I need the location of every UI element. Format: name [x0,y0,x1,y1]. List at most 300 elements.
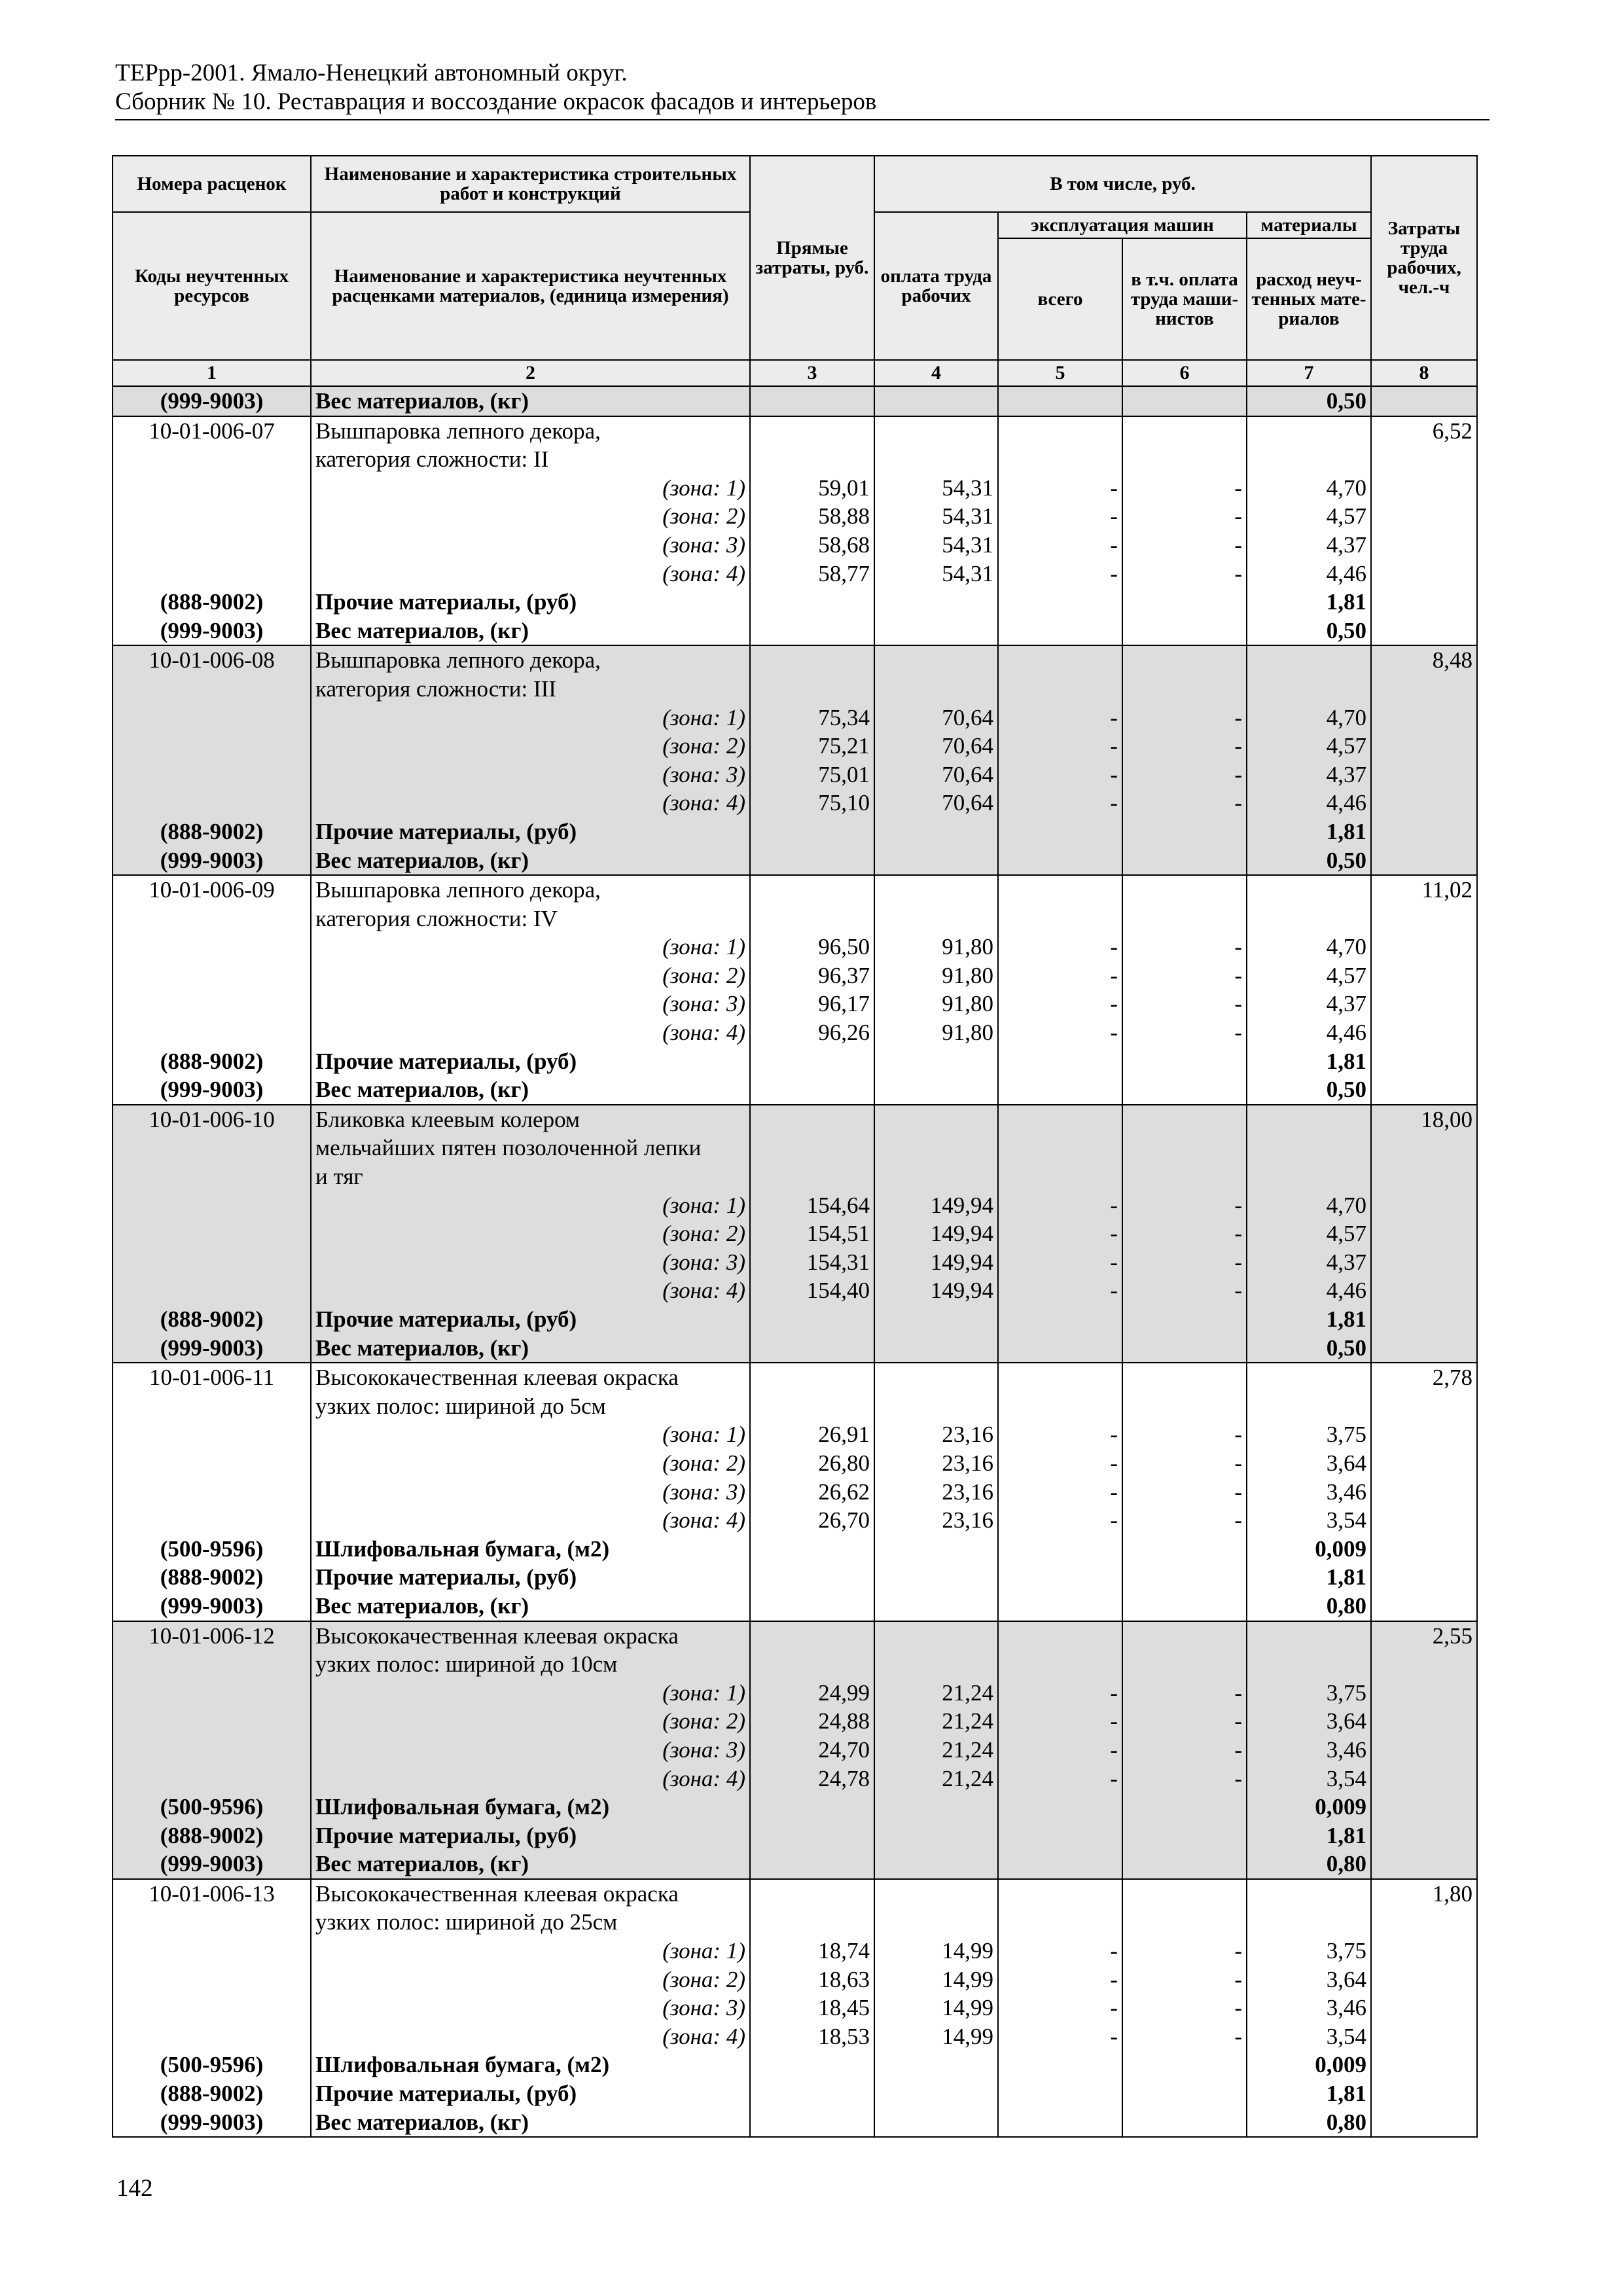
value-cell-c5: - [998,1018,1122,1047]
value-cell-c7: 4,37 [1247,990,1371,1018]
value-cell-c3 [750,1535,874,1564]
header-material-name: Наименование и характеристика неучтенных расценками материалов, (единица измерения) [311,212,750,360]
value-cell-c6 [1122,416,1247,446]
value-cell-c3 [750,675,874,704]
value-cell-c4: 149,94 [874,1191,998,1220]
table-row [113,2022,1477,2051]
value-cell-c4 [874,386,998,416]
table-row [113,817,1477,846]
value-cell-c6: - [1122,1219,1247,1248]
value-cell-c8 [1371,1420,1477,1449]
value-cell-c6 [1122,1793,1247,1821]
value-cell-c5: - [998,1248,1122,1277]
header-title-line1: ТЕРрр-2001. Ямало-Ненецкий автономный округ. [115,60,628,86]
value-cell-c5: - [998,1449,1122,1478]
value-cell-c3 [750,416,874,446]
value-cell-c4 [874,1162,998,1191]
value-cell-c8 [1371,732,1477,761]
rate-code-cell [113,761,311,789]
page-number: 142 [116,2175,153,2202]
table-row [113,560,1477,588]
value-cell-c8 [1371,761,1477,789]
value-cell-c5: - [998,1219,1122,1248]
rate-code-cell [113,1191,311,1220]
rate-code-cell [113,1679,311,1708]
value-cell-c3 [750,2108,874,2138]
value-cell-c7: 1,81 [1247,1305,1371,1334]
zone-label-cell: (зона: 4) [311,560,750,588]
table-row [113,1506,1477,1535]
value-cell-c7 [1247,1908,1371,1937]
value-cell-c8: 11,02 [1371,875,1477,905]
rate-code-cell: (888-9002) [113,1047,311,1076]
table-row [113,502,1477,531]
rate-code-cell [113,1134,311,1162]
value-cell-c3: 24,88 [750,1707,874,1736]
rate-code-cell [113,560,311,588]
value-cell-c7: 4,57 [1247,732,1371,761]
value-cell-c7: 1,81 [1247,817,1371,846]
value-cell-c8 [1371,1134,1477,1162]
value-cell-c6 [1122,675,1247,704]
table-row [113,704,1477,732]
value-cell-c5 [998,416,1122,446]
value-cell-c5 [998,1592,1122,1621]
value-cell-c7: 3,54 [1247,1506,1371,1535]
value-cell-c6 [1122,386,1247,416]
value-cell-c4 [874,1363,998,1392]
value-cell-c5 [998,1075,1122,1105]
header-direct-costs: Прямые затраты, руб. [750,156,874,360]
value-cell-c5 [998,1908,1122,1937]
value-cell-c3 [750,645,874,675]
zone-label-cell: (зона: 1) [311,1191,750,1220]
table-row [113,1707,1477,1736]
table-row [113,1018,1477,1047]
value-cell-c4: 91,80 [874,1018,998,1047]
name-cell: Вышпаровка лепного декора, [311,645,750,675]
rate-code-cell [113,1908,311,1937]
value-cell-c4 [874,846,998,876]
value-cell-c6: - [1122,531,1247,560]
rate-code-cell [113,1707,311,1736]
table-row [113,1879,1477,1909]
zone-label-cell: (зона: 3) [311,1736,750,1765]
header-machines-total: всего [998,238,1122,360]
table-row [113,675,1477,704]
value-cell-c4 [874,588,998,617]
name-cell: категория сложности: II [311,445,750,474]
rate-code-cell: (999-9003) [113,1334,311,1363]
table-row [113,1821,1477,1850]
value-cell-c7 [1247,445,1371,474]
rate-code-cell [113,502,311,531]
header-machines-group: эксплуатация машин [998,212,1247,238]
header-materials-group: материалы [1247,212,1371,238]
value-cell-c5 [998,645,1122,675]
value-cell-c3 [750,1392,874,1421]
value-cell-c4 [874,675,998,704]
name-cell: мельчайших пятен позолоченной лепки [311,1134,750,1162]
value-cell-c5: - [998,732,1122,761]
value-cell-c6 [1122,2108,1247,2138]
value-cell-c4 [874,2051,998,2079]
value-cell-c4 [874,1908,998,1937]
value-cell-c4 [874,2079,998,2108]
value-cell-c8: 6,52 [1371,416,1477,446]
value-cell-c8: 18,00 [1371,1105,1477,1134]
value-cell-c8 [1371,588,1477,617]
value-cell-c7: 0,009 [1247,2051,1371,2079]
value-cell-c7: 4,46 [1247,789,1371,817]
table-body [113,386,1477,2137]
value-cell-c3: 26,62 [750,1478,874,1507]
value-cell-c8 [1371,1937,1477,1965]
value-cell-c3 [750,1821,874,1850]
value-cell-c6 [1122,1850,1247,1879]
value-cell-c7: 4,70 [1247,704,1371,732]
value-cell-c7: 3,64 [1247,1707,1371,1736]
value-cell-c7: 4,57 [1247,1219,1371,1248]
table-row [113,1162,1477,1191]
table-row [113,933,1477,961]
zone-label-cell: (зона: 4) [311,1506,750,1535]
value-cell-c8 [1371,1047,1477,1076]
rate-code-cell: (999-9003) [113,1850,311,1879]
value-cell-c7: 3,54 [1247,1765,1371,1793]
value-cell-c5: - [998,789,1122,817]
value-cell-c3 [750,445,874,474]
value-cell-c3: 154,51 [750,1219,874,1248]
value-cell-c8 [1371,1650,1477,1679]
header-rate-numbers: Номера расценок [113,156,311,212]
value-cell-c6 [1122,645,1247,675]
value-cell-c3 [750,1879,874,1909]
value-cell-c4: 70,64 [874,704,998,732]
value-cell-c8 [1371,1018,1477,1047]
table-row [113,2051,1477,2079]
value-cell-c7: 4,70 [1247,1191,1371,1220]
header-machinist-pay: в т.ч. оплата труда маши-нистов [1122,238,1247,360]
header-title-line2: Сборник № 10. Реставрация и воссоздание окрасок фасадов и интерьеров [115,88,877,115]
value-cell-c4: 91,80 [874,961,998,990]
value-cell-c7 [1247,1363,1371,1392]
value-cell-c5: - [998,961,1122,990]
rate-code-cell [113,1506,311,1535]
value-cell-c4 [874,1334,998,1363]
value-cell-c3 [750,1047,874,1076]
rate-code-cell: (500-9596) [113,1535,311,1564]
name-cell: Вес материалов, (кг) [311,846,750,876]
value-cell-c7: 0,50 [1247,386,1371,416]
value-cell-c8 [1371,474,1477,503]
value-cell-c7: 3,64 [1247,1449,1371,1478]
value-cell-c4: 14,99 [874,1965,998,1994]
rate-code-cell [113,531,311,560]
header-material-consumption: расход неуч-тенных мате-риалов [1247,238,1371,360]
value-cell-c6 [1122,905,1247,933]
value-cell-c7: 4,57 [1247,502,1371,531]
header-rule [115,119,1489,120]
value-cell-c5 [998,905,1122,933]
value-cell-c3: 75,01 [750,761,874,789]
value-cell-c6: - [1122,1191,1247,1220]
value-cell-c6 [1122,1879,1247,1909]
value-cell-c4 [874,1821,998,1850]
value-cell-c7: 0,009 [1247,1793,1371,1821]
value-cell-c5: - [998,531,1122,560]
value-cell-c8 [1371,1478,1477,1507]
name-cell: Высококачественная клеевая окраска [311,1879,750,1909]
value-cell-c5 [998,1793,1122,1821]
value-cell-c4: 23,16 [874,1420,998,1449]
rate-code-cell [113,1736,311,1765]
zone-label-cell: (зона: 1) [311,704,750,732]
value-cell-c6 [1122,1075,1247,1105]
value-cell-c4 [874,1850,998,1879]
name-cell: Вес материалов, (кг) [311,1850,750,1879]
name-cell: Высококачественная клеевая окраска [311,1363,750,1392]
name-cell: Прочие материалы, (руб) [311,1563,750,1592]
rate-code-cell [113,474,311,503]
rate-code-cell [113,1420,311,1449]
value-cell-c3 [750,1563,874,1592]
rate-code-cell: (999-9003) [113,2108,311,2138]
value-cell-c7 [1247,416,1371,446]
value-cell-c8 [1371,846,1477,876]
zone-label-cell: (зона: 1) [311,1679,750,1708]
value-cell-c3 [750,1334,874,1363]
value-cell-c5 [998,445,1122,474]
table-row [113,1765,1477,1793]
value-cell-c5: - [998,1965,1122,1994]
value-cell-c4 [874,1075,998,1105]
value-cell-c8 [1371,1793,1477,1821]
rate-code-cell: (999-9003) [113,1592,311,1621]
value-cell-c4 [874,1047,998,1076]
value-cell-c5: - [998,2022,1122,2051]
value-cell-c3 [750,1363,874,1392]
zone-label-cell: (зона: 3) [311,1994,750,2022]
value-cell-c7: 4,46 [1247,1276,1371,1305]
value-cell-c4 [874,875,998,905]
value-cell-c5 [998,675,1122,704]
rate-code-cell [113,1937,311,1965]
value-cell-c5: - [998,1679,1122,1708]
value-cell-c8 [1371,2051,1477,2079]
value-cell-c3 [750,1162,874,1191]
table-row [113,1276,1477,1305]
value-cell-c6 [1122,1621,1247,1651]
value-cell-c3 [750,1908,874,1937]
value-cell-c4: 70,64 [874,789,998,817]
value-cell-c4: 54,31 [874,474,998,503]
value-cell-c4: 70,64 [874,732,998,761]
rate-code-cell: (999-9003) [113,386,311,416]
name-cell: Вышпаровка лепного декора, [311,416,750,446]
rate-code-cell [113,675,311,704]
value-cell-c3: 96,26 [750,1018,874,1047]
value-cell-c7 [1247,675,1371,704]
zone-label-cell: (зона: 1) [311,933,750,961]
table-row [113,1937,1477,1965]
value-cell-c4: 14,99 [874,1994,998,2022]
value-cell-c3: 154,31 [750,1248,874,1277]
table-row [113,645,1477,675]
zone-label-cell: (зона: 4) [311,1018,750,1047]
value-cell-c8 [1371,1305,1477,1334]
rate-code-cell [113,789,311,817]
table-row [113,531,1477,560]
value-cell-c6: - [1122,1965,1247,1994]
value-cell-c3: 96,37 [750,961,874,990]
rate-code-cell [113,732,311,761]
rate-code-cell [113,1965,311,1994]
value-cell-c7 [1247,1105,1371,1134]
rate-code-cell: 10-01-006-11 [113,1363,311,1392]
value-cell-c8 [1371,990,1477,1018]
value-cell-c6: - [1122,1506,1247,1535]
value-cell-c3: 75,34 [750,704,874,732]
table-row [113,2079,1477,2108]
value-cell-c6 [1122,817,1247,846]
value-cell-c5 [998,1105,1122,1134]
name-cell: узких полос: шириной до 10см [311,1650,750,1679]
value-cell-c8 [1371,1765,1477,1793]
value-cell-c6: - [1122,961,1247,990]
value-cell-c8 [1371,961,1477,990]
zone-label-cell: (зона: 3) [311,531,750,560]
name-cell: Прочие материалы, (руб) [311,1305,750,1334]
value-cell-c3 [750,817,874,846]
column-number: 7 [1247,360,1371,386]
value-cell-c3: 18,53 [750,2022,874,2051]
value-cell-c4: 21,24 [874,1736,998,1765]
value-cell-c4 [874,1793,998,1821]
value-cell-c6 [1122,1592,1247,1621]
value-cell-c6: - [1122,1707,1247,1736]
value-cell-c5 [998,1535,1122,1564]
value-cell-c6 [1122,1047,1247,1076]
value-cell-c7: 3,54 [1247,2022,1371,2051]
value-cell-c8 [1371,1592,1477,1621]
header-worker-pay: оплата труда рабочих [874,212,998,360]
table-row [113,1248,1477,1277]
value-cell-c4 [874,645,998,675]
value-cell-c5: - [998,474,1122,503]
value-cell-c7: 4,46 [1247,1018,1371,1047]
value-cell-c7: 3,75 [1247,1679,1371,1708]
value-cell-c8 [1371,1191,1477,1220]
value-cell-c4 [874,1535,998,1564]
value-cell-c8 [1371,617,1477,646]
value-cell-c8 [1371,1162,1477,1191]
zone-label-cell: (зона: 2) [311,1707,750,1736]
table-row [113,1793,1477,1821]
value-cell-c5: - [998,560,1122,588]
value-cell-c5 [998,1879,1122,1909]
value-cell-c5 [998,2051,1122,2079]
table-row [113,1850,1477,1879]
value-cell-c8 [1371,1392,1477,1421]
value-cell-c3: 26,91 [750,1420,874,1449]
value-cell-c6 [1122,2079,1247,2108]
value-cell-c7: 1,81 [1247,1821,1371,1850]
name-cell: Вес материалов, (кг) [311,2108,750,2138]
value-cell-c7: 4,70 [1247,474,1371,503]
rate-code-cell: 10-01-006-09 [113,875,311,905]
value-cell-c8 [1371,1535,1477,1564]
value-cell-c6 [1122,2051,1247,2079]
rate-code-cell: (888-9002) [113,2079,311,2108]
rate-code-cell: (888-9002) [113,1821,311,1850]
value-cell-c7: 3,75 [1247,1937,1371,1965]
value-cell-c3: 96,17 [750,990,874,1018]
value-cell-c6 [1122,617,1247,646]
value-cell-c4: 54,31 [874,502,998,531]
table-row [113,445,1477,474]
value-cell-c3: 26,70 [750,1506,874,1535]
value-cell-c7: 1,81 [1247,588,1371,617]
table-row [113,1650,1477,1679]
value-cell-c8: 2,55 [1371,1621,1477,1651]
table-row [113,1392,1477,1421]
value-cell-c4: 14,99 [874,1937,998,1965]
table-row [113,588,1477,617]
value-cell-c8 [1371,1219,1477,1248]
value-cell-c3 [750,875,874,905]
rate-code-cell: (999-9003) [113,1075,311,1105]
table-row [113,761,1477,789]
value-cell-c4 [874,905,998,933]
table-row [113,1449,1477,1478]
table-row [113,875,1477,905]
value-cell-c5 [998,1305,1122,1334]
zone-label-cell: (зона: 2) [311,502,750,531]
rate-code-cell: (500-9596) [113,2051,311,2079]
value-cell-c8: 1,80 [1371,1879,1477,1909]
zone-label-cell: (зона: 1) [311,1420,750,1449]
value-cell-c7: 0,50 [1247,846,1371,876]
name-cell: Шлифовальная бумага, (м2) [311,1793,750,1821]
value-cell-c8 [1371,1679,1477,1708]
value-cell-c4 [874,1305,998,1334]
value-cell-c8 [1371,1075,1477,1105]
table-row [113,1363,1477,1392]
value-cell-c6 [1122,875,1247,905]
value-cell-c7: 4,46 [1247,560,1371,588]
value-cell-c4: 149,94 [874,1248,998,1277]
zone-label-cell: (зона: 4) [311,789,750,817]
name-cell: Вышпаровка лепного декора, [311,875,750,905]
value-cell-c4: 149,94 [874,1276,998,1305]
value-cell-c4: 23,16 [874,1449,998,1478]
value-cell-c3: 96,50 [750,933,874,961]
value-cell-c6 [1122,846,1247,876]
value-cell-c5: - [998,1707,1122,1736]
value-cell-c6: - [1122,990,1247,1018]
value-cell-c3 [750,588,874,617]
name-cell: Прочие материалы, (руб) [311,1047,750,1076]
value-cell-c3 [750,1075,874,1105]
zone-label-cell: (зона: 3) [311,990,750,1018]
value-cell-c7: 4,37 [1247,531,1371,560]
value-cell-c5 [998,2079,1122,2108]
value-cell-c3 [750,1134,874,1162]
zone-label-cell: (зона: 3) [311,1478,750,1507]
value-cell-c4 [874,1105,998,1134]
value-cell-c3: 18,63 [750,1965,874,1994]
